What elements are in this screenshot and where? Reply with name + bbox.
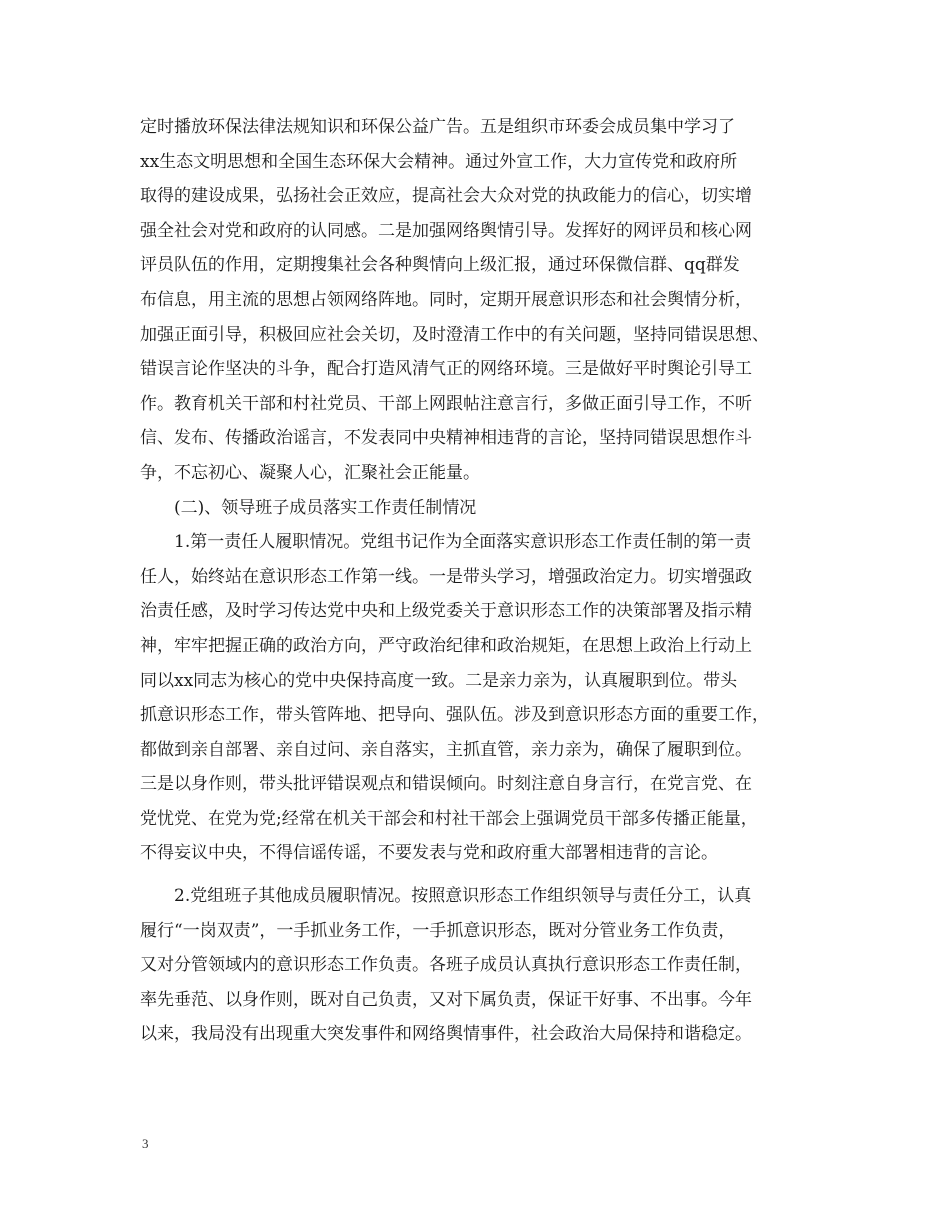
text-line: 信、发布、传播政治谣言，不发表同中央精神相违背的言论，坚持同错误思想作斗 <box>140 428 752 449</box>
text-line: 履行“一岗双责”，一手抓业务工作，一手抓意识形态，既对分管业务工作负责， <box>140 920 736 941</box>
text-line: 错误言论作坚决的斗争，配合打造风清气正的网络环境。三是做好平时舆论引导工 <box>140 359 752 380</box>
text-line: 都做到亲自部署、亲自过问、亲自落实，主抓直管，亲力亲为，确保了履职到位。 <box>140 739 752 760</box>
section-heading: (二)、领导班子成员落实工作责任制情况 <box>174 497 477 518</box>
text-line: 强全社会对党和政府的认同感。二是加强网络舆情引导。发挥好的网评员和核心网 <box>140 220 752 241</box>
text-line: 抓意识形态工作，带头管阵地、把导向、强队伍。涉及到意识形态方面的重要工作， <box>140 705 769 726</box>
text-line: xx生态文明思想和全国生态环保大会精神。通过外宣工作，大力宣传党和政府所 <box>140 151 738 172</box>
text-line: 定时播放环保法律法规知识和环保公益广告。五是组织市环委会成员集中学习了 <box>140 117 735 137</box>
text-line: 以来，我局没有出现重大突发事件和网络舆情事件，社会政治大局保持和谐稳定。 <box>140 1024 752 1045</box>
text-line: 三是以身作则，带头批评错误观点和错误倾向。时刻注意自身言行，在党言党、在 <box>140 774 752 795</box>
text-line: 争，不忘初心、凝聚人心，汇聚社会正能量。 <box>140 462 480 483</box>
text-line: 又对分管领域内的意识形态工作负责。各班子成员认真执行意识形态工作责任制， <box>140 955 752 976</box>
page-number: 3 <box>142 1136 149 1151</box>
text-line: 取得的建设成果，弘扬社会正效应，提高社会大众对党的执政能力的信心，切实增 <box>140 186 752 207</box>
text-line: 加强正面引导，积极回应社会关切，及时澄清工作中的有关问题，坚持同错误思想、 <box>140 324 769 345</box>
paragraph-start: 2.党组班子其他成员履职情况。按照意识形态工作组织领导与责任分工，认真 <box>174 886 752 907</box>
body-text <box>140 110 810 1052</box>
paragraph-start: 1.第一责任人履职情况。党组书记作为全面落实意识形态工作责任制的第一责 <box>174 532 752 553</box>
text-line: 评员队伍的作用，定期搜集社会各种舆情向上级汇报，通过环保微信群、qq群发 <box>140 255 740 276</box>
text-line: 治责任感，及时学习传达党中央和上级党委关于意识形态工作的决策部署及指示精 <box>140 601 752 622</box>
text-line: 党忧党、在党为党;经常在机关干部会和村社干部会上强调党员干部多传播正能量， <box>140 808 758 829</box>
text-line: 同以xx同志为核心的党中央保持高度一致。二是亲力亲为，认真履职到位。带头 <box>140 670 738 691</box>
text-line: 任人，始终站在意识形态工作第一线。一是带头学习，增强政治定力。切实增强政 <box>140 566 752 587</box>
text-line: 作。教育机关干部和村社党员、干部上网跟帖注意言行，多做正面引导工作，不听 <box>140 393 752 414</box>
text-line: 率先垂范、以身作则，既对自己负责，又对下属负责，保证干好事、不出事。今年 <box>140 989 752 1010</box>
text-line: 布信息，用主流的思想占领网络阵地。同时，定期开展意识形态和社会舆情分析， <box>140 289 752 310</box>
text-line: 不得妄议中央，不得信谣传谣，不要发表与党和政府重大部署相违背的言论。 <box>140 843 718 864</box>
text-line: 神，牢牢把握正确的政治方向，严守政治纪律和政治规矩，在思想上政治上行动上 <box>140 635 752 656</box>
